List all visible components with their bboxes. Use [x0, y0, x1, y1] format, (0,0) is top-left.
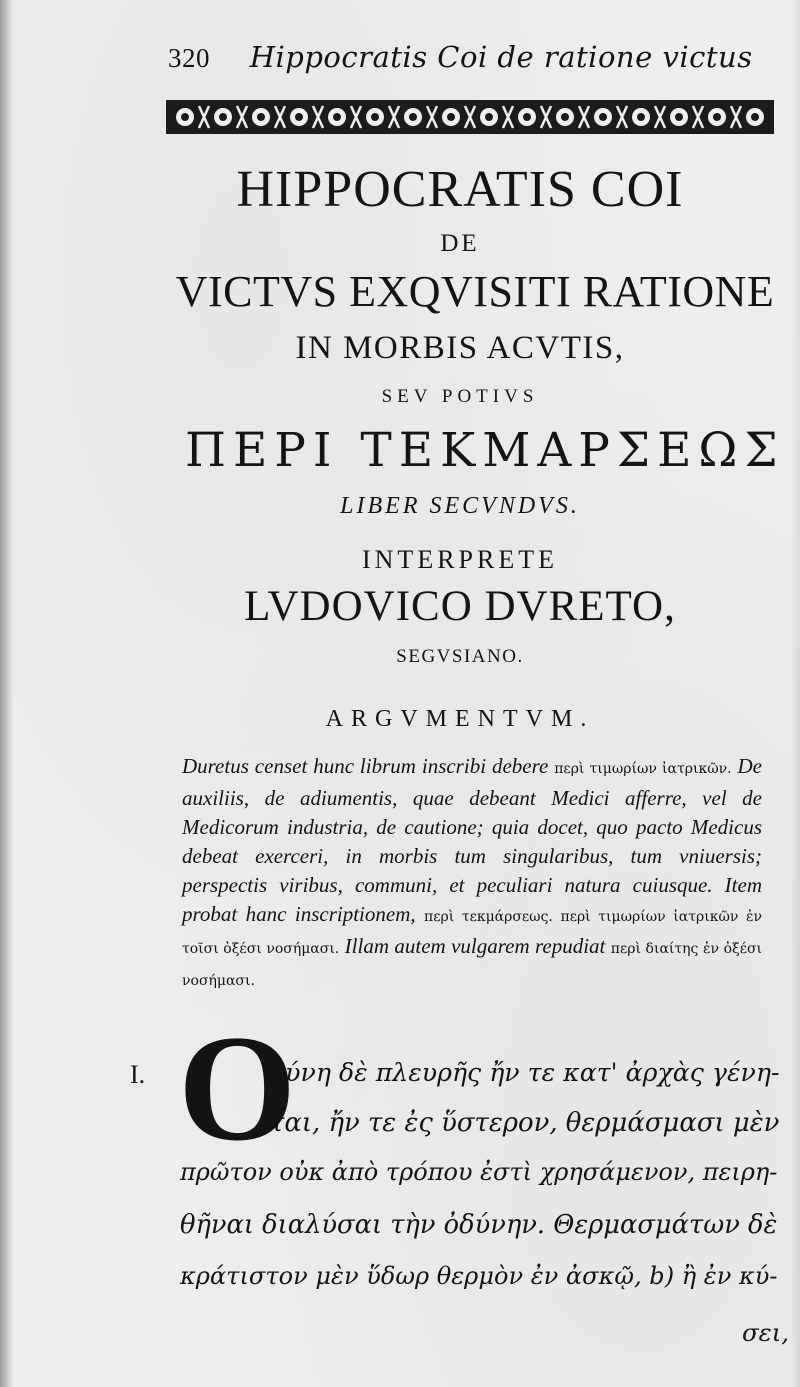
page-number: 320	[168, 43, 210, 73]
title-liber: LIBER SECVNDVS.	[340, 493, 580, 519]
headpiece-ornament	[166, 98, 774, 136]
argument-text-3: Illam autem vulgarem repudiat	[344, 934, 606, 958]
catchword: σει,	[742, 1318, 790, 1347]
argument-paragraph	[182, 752, 762, 996]
argument-greek-3: περὶ διαίτης ἐν ὀξέσι νοσήμασι.	[182, 941, 763, 989]
title-main: VICTVS EXQVISITI RATIONE	[175, 267, 775, 316]
page-gutter-shadow	[0, 0, 14, 1387]
greek-text-line: δύνη δὲ πλευρῆς ἤν τε κατ' ἀρχὰς γένη-	[270, 1058, 780, 1087]
argument-text-1: Duretus censet hunc librum inscribi debere	[182, 754, 549, 778]
drop-capital: O	[178, 1004, 297, 1172]
greek-text-line: πρῶτον οὐκ ἀπὸ τρόπου ἐστὶ χρησάμενον, πειρη-	[180, 1158, 778, 1186]
translator-origin: SEGVSIANO.	[396, 646, 524, 667]
title-de: DE	[440, 230, 480, 257]
title-seu-potius: SEV POTIVS	[381, 386, 539, 407]
greek-text-line: κράτιστον μὲν ὕδωρ θερμὸν ἐν ἀσκῷ, b) ἢ ἐν κύ-	[180, 1262, 778, 1290]
title-subtitle: IN MORBIS ACVTIS,	[295, 330, 625, 366]
title-author: HIPPOCRATIS COI	[236, 161, 684, 218]
running-head	[168, 40, 768, 74]
greek-text-line: θῆναι διαλύσαι τὴν ὀδύνην. Θερμασμάτων δὲ	[180, 1210, 778, 1240]
argument-greek-1: περὶ τιμωρίων ἰατρικῶν.	[554, 761, 732, 777]
argument-heading: ARGVMENTVM.	[325, 706, 595, 732]
section-number: I.	[130, 1060, 146, 1089]
argument-greek-2: περὶ τεκμάρσεως. περὶ τιμωρίων ἰατρικῶν ἐν τοῖσι ὀξέσι νοσήμασι.	[182, 909, 763, 957]
argument-text-2: De auxiliis, de adiumentis, quae debeant Medici afferre, vel de Medicorum industria, de cautione; quia docet, quo pacto Medicus debeat exerceri, in morbis tum singularibus, tum vniuersis; perspectis viribus, communi, et peculiari natura cuiusque. Item probat hanc inscriptionem,	[182, 754, 762, 926]
running-title: Hippocratis Coi de ratione victus	[249, 40, 753, 74]
title-greek: ΠΕΡΙ ΤΕΚΜΑΡΣΕΩΣ	[185, 423, 785, 478]
title-interprete: INTERPRETE	[362, 545, 558, 574]
translator-name: LVDOVICO DVRETO,	[244, 583, 676, 630]
greek-text-line: ται, ἤν τε ἐς ὕστερον, θερμάσμασι μὲν	[270, 1108, 780, 1138]
page-edge-shadow	[790, 0, 800, 1387]
